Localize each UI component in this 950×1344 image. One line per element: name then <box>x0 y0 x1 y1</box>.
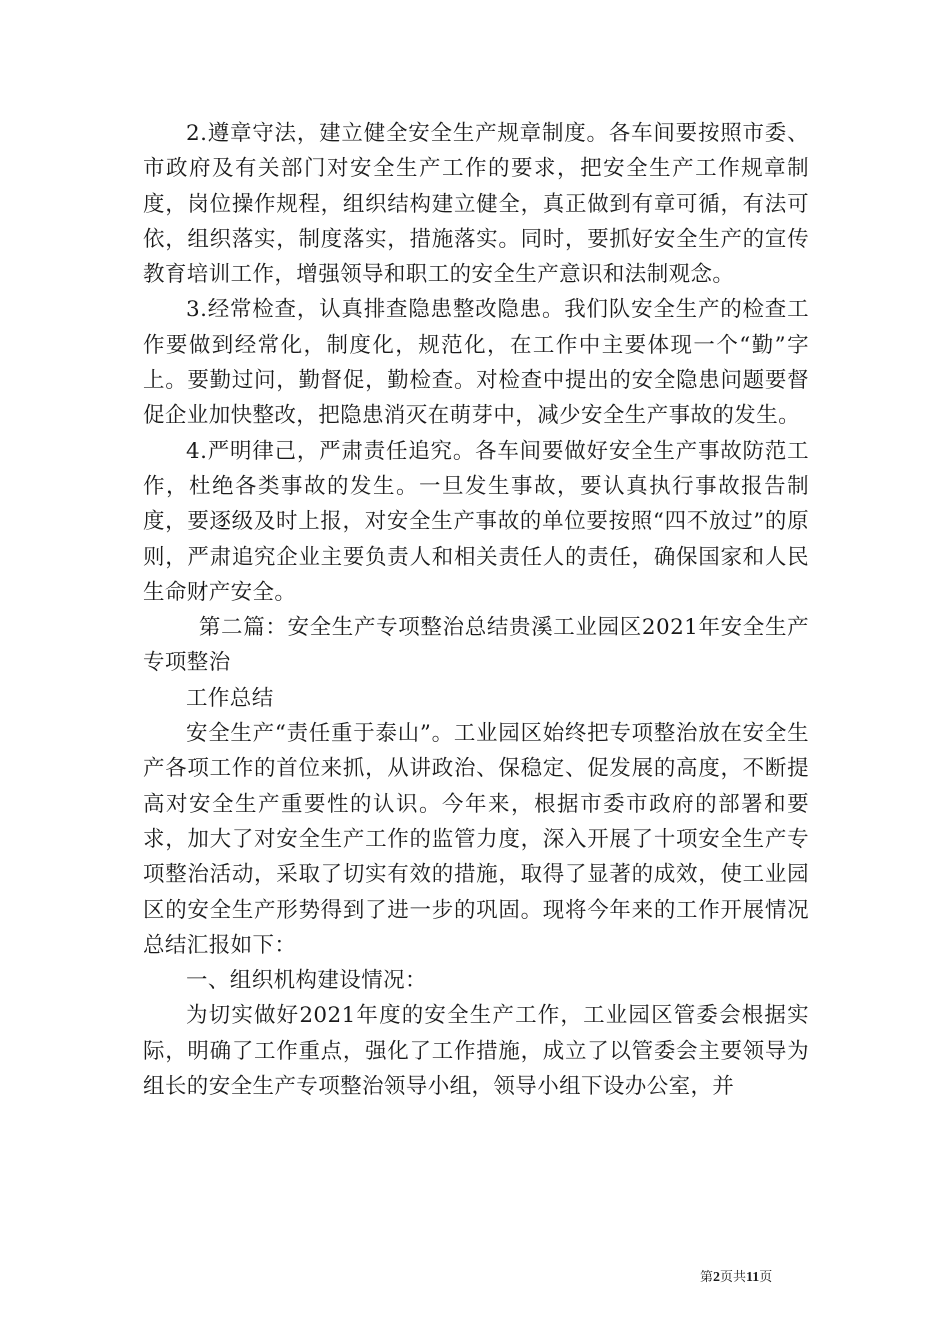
document-body <box>143 116 809 1104</box>
paragraph-intro: 安全生产“责任重于泰山”。工业园区始终把专项整治放在安全生产各项工作的首位来抓，从讲政治、保稳定、促发展的高度，不断提高对安全生产重要性的认识。今年来，根据市委市政府的部署和要求，加大了对安全生产工作的监管力度，深入开展了十项安全生产专项整治活动，采取了切实有效的措施，取得了显著的成效，使工业园区的安全生产形势得到了进一步的巩固。现将今年来的工作开展情况总结汇报如下： <box>143 721 809 958</box>
footer-suffix: 页 <box>759 1270 773 1285</box>
section-title: 第二篇：安全生产专项整治总结贵溪工业园区2021年安全生产专项整治 <box>143 615 809 676</box>
paragraph-accountability: 4.严明律己，严肃责任追究。各车间要做好安全生产事故防范工作，杜绝各类事故的发生。一旦发生事故，要认真执行事故报告制度，要逐级及时上报，对安全生产事故的单位要按照“四不放过”的原则，严肃追究企业主要负责人和相关责任人的责任，确保国家和人民生命财产安全。 <box>143 438 809 605</box>
page-footer <box>700 1266 772 1286</box>
footer-current-page: 2 <box>713 1270 721 1285</box>
paragraph-organization: 为切实做好2021年度的安全生产工作，工业园区管委会根据实际，明确了工作重点，强化了工作措施，成立了以管委会主要领导为组长的安全生产专项整治领导小组，领导小组下设办公室，并 <box>143 1003 809 1100</box>
footer-total-pages: 11 <box>746 1270 760 1285</box>
section-subtitle: 工作总结 <box>186 685 274 711</box>
paragraph-rules: 2.遵章守法，建立健全安全生产规章制度。各车间要按照市委、市政府及有关部门对安全生产工作的要求，把安全生产工作规章制度，岗位操作规程，组织结构建立健全，真正做到有章可循，有法可依，组织落实，制度落实，措施落实。同时，要抓好安全生产的宣传教育培训工作，增强领导和职工的安全生产意识和法制观念。 <box>143 121 809 288</box>
paragraph-inspection: 3.经常检查，认真排查隐患整改隐患。我们队安全生产的检查工作要做到经常化，制度化，规范化，在工作中主要体现一个“勤”字上。要勤过问，勤督促，勤检查。对检查中提出的安全隐患问题要督促企业加快整改，把隐患消灭在萌芽中，减少安全生产事故的发生。 <box>143 297 809 429</box>
footer-middle: 页共 <box>720 1270 747 1285</box>
footer-prefix: 第 <box>700 1270 714 1285</box>
heading-organization: 一、组织机构建设情况： <box>186 968 427 994</box>
